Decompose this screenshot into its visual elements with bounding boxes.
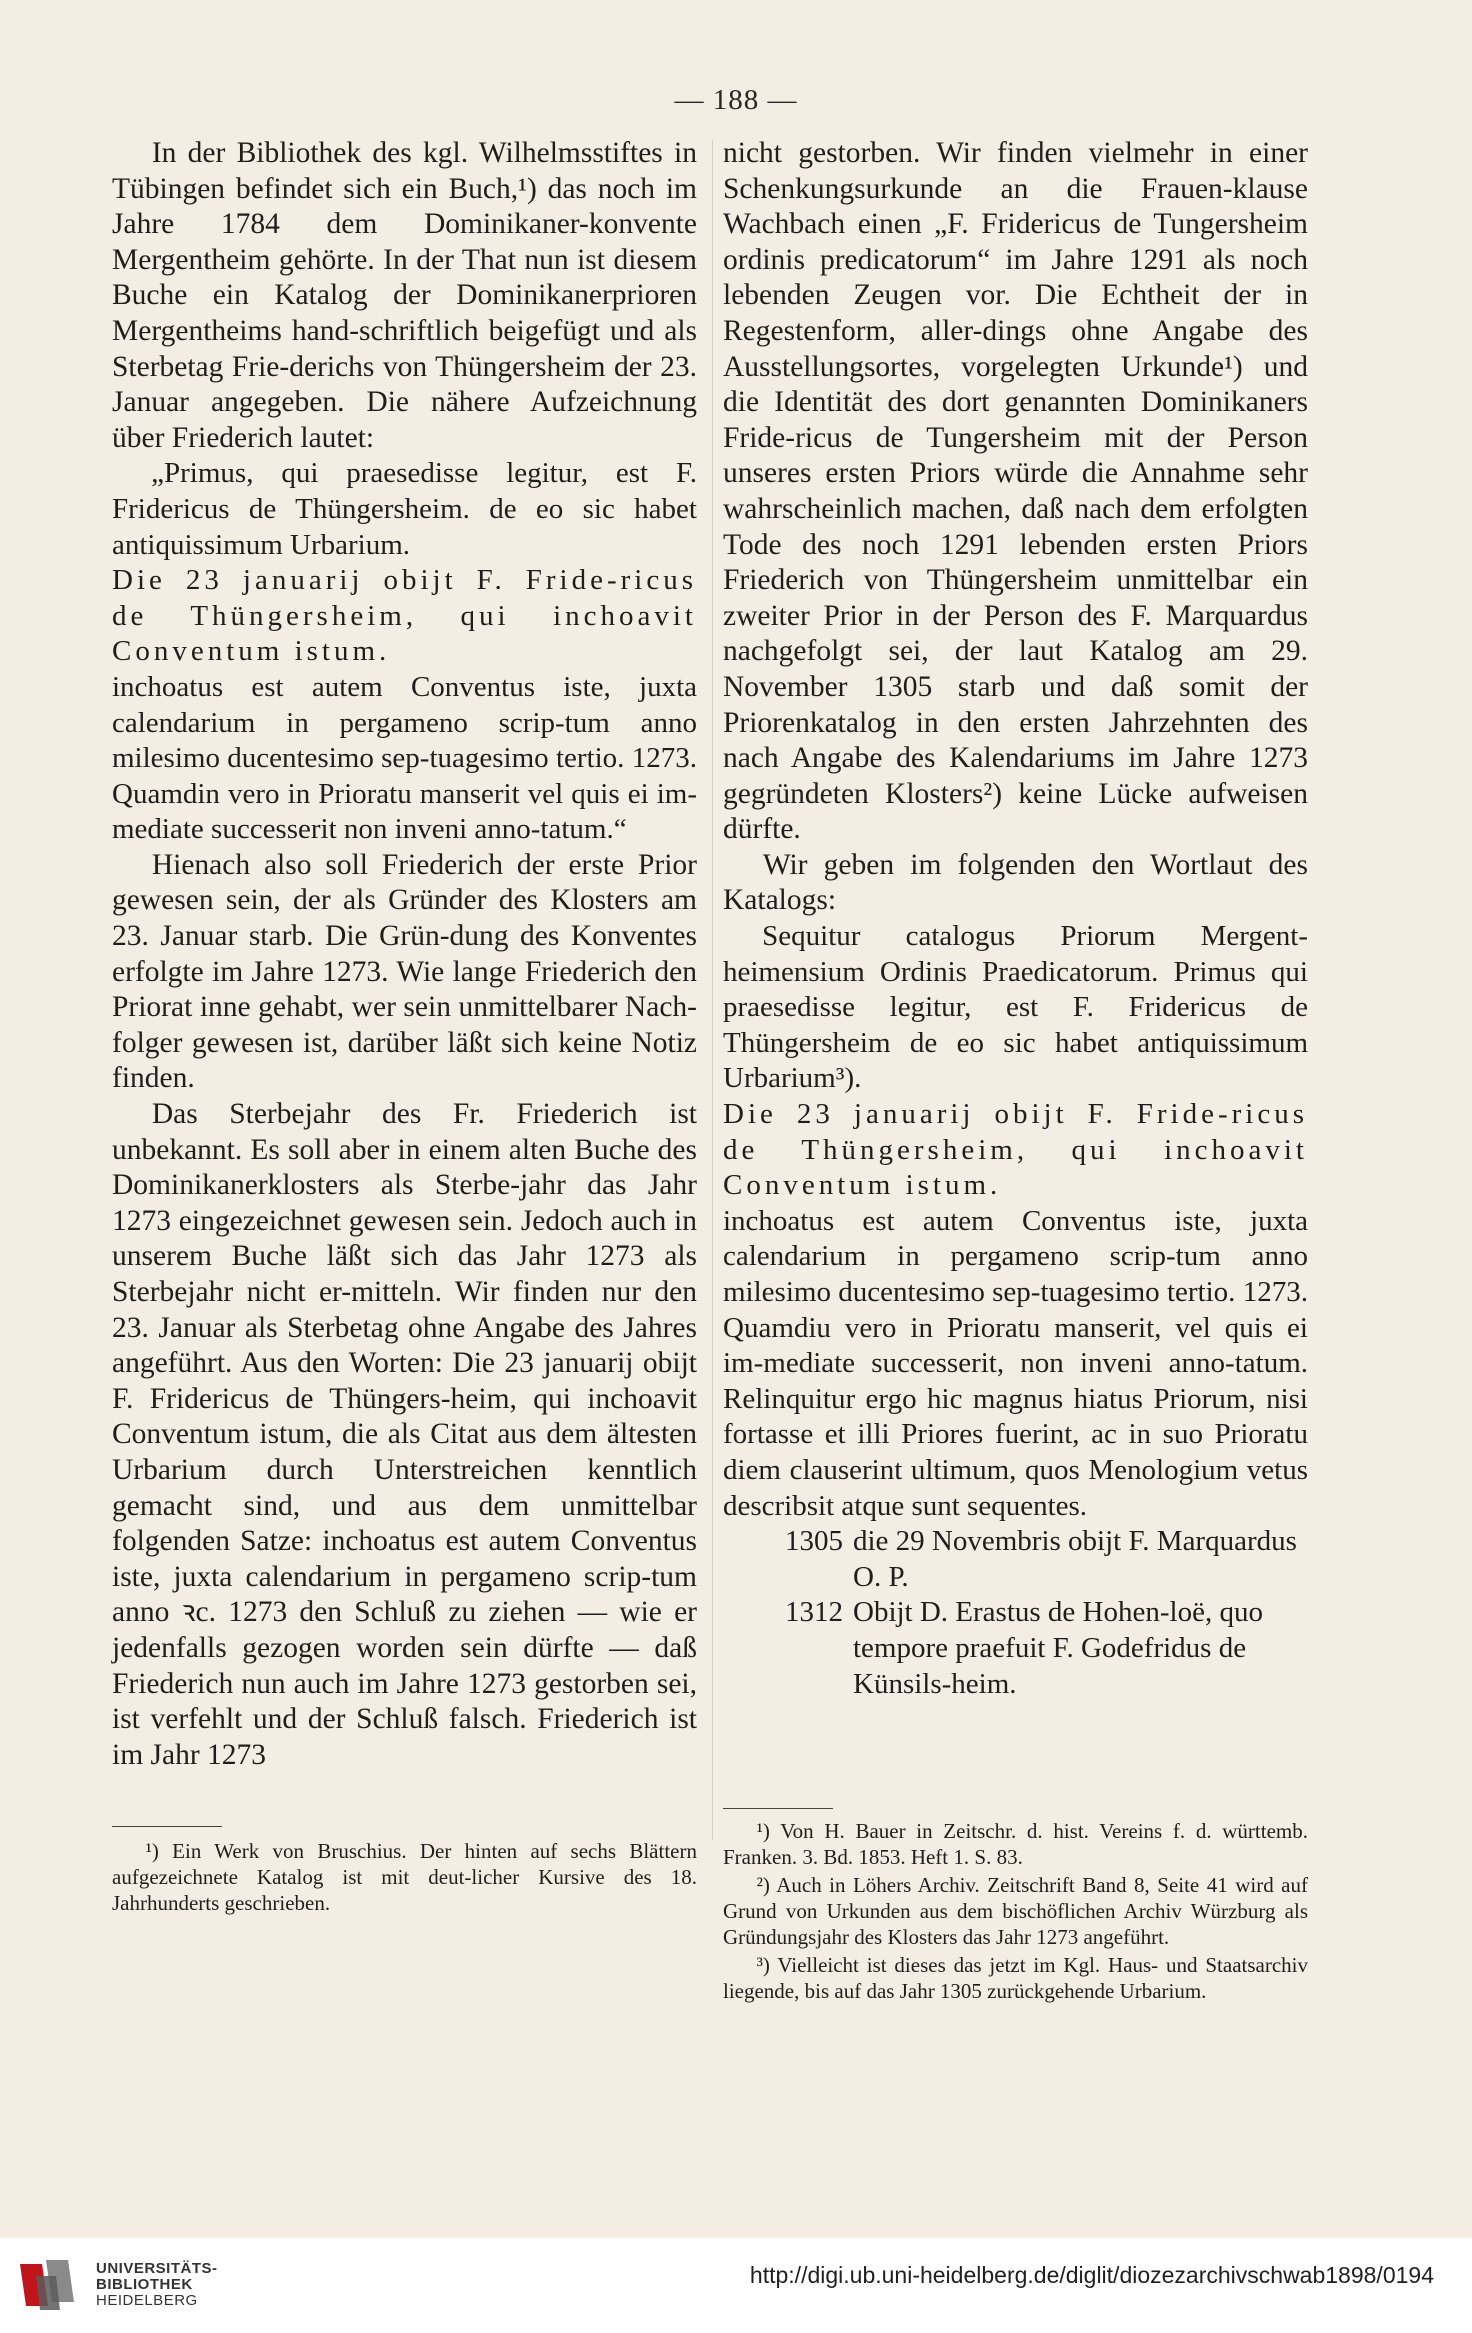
latin-quote-spaced: Die 23 januarij obijt F. Fride-ricus de Thüngersheim, qui inchoavit Conventum istum. — [112, 564, 697, 668]
right-column — [723, 136, 1308, 1702]
library-logo-icon — [16, 2256, 80, 2314]
entry-year: 1305 — [785, 1525, 843, 1558]
entry-text: Obijt D. Erastus de Hohen-loë, quo tempore praefuit F. Godefridus de Künsils-heim. — [853, 1596, 1263, 1700]
page-number: — 188 — — [674, 84, 798, 116]
latin-quote: Sequitur catalogus Priorum Mergent-heimensium Ordinis Praedicatorum. Primus qui praesedisse legitur, est F. Fridericus de Thüngersheim de eo sic habet antiquissimum Urbarium³). — [723, 920, 1308, 1095]
footnote-rule — [112, 1826, 222, 1827]
library-logo[interactable] — [16, 2256, 218, 2314]
footnotes-right — [723, 1818, 1308, 2006]
library-logo-text — [96, 2261, 218, 2309]
logo-line: UNIVERSITÄTS- — [96, 2260, 218, 2277]
entry-year: 1312 — [785, 1596, 843, 1629]
latin-quote: „Primus, qui praesedisse legitur, est F. Fridericus de Thüngersheim. de eo sic habet antiquissimum Urbarium. — [112, 457, 697, 561]
footnotes-left — [112, 1838, 697, 1918]
catalog-entry — [723, 1524, 1308, 1595]
footnote: ²) Auch in Löhers Archiv. Zeitschrift Band 8, Seite 41 wird auf Grund von Urkunden aus dem bischöflichen Archiv Würzburg als Gründungsjahr des Klosters das Jahr 1273 angeführt. — [723, 1873, 1308, 1949]
paragraph: Wir geben im folgenden den Wortlaut des Katalogs: — [723, 848, 1308, 917]
catalog-entry — [723, 1595, 1308, 1702]
source-url[interactable]: http://digi.ub.uni-heidelberg.de/diglit/diozezarchivschwab1898/0194 — [749, 2262, 1434, 2288]
paragraph: In der Bibliothek des kgl. Wilhelmsstiftes in Tübingen befindet sich ein Buch,¹) das noch im Jahre 1784 dem Dominikaner-konvente Mergentheim gehörte. In der That nun ist diesem Buche ein Katalog der Dominikanerprioren Mergentheims hand-schriftlich beigefügt und als Sterbetag Frie-derichs von Thüngersheim der 23. Januar angegeben. Die nähere Aufzeichnung über Friederich lautet: — [112, 137, 697, 454]
entry-text: die 29 Novembris obijt F. Marquardus O. P. — [853, 1525, 1297, 1593]
latin-quote-spaced: Die 23 januarij obijt F. Fride-ricus de Thüngersheim, qui inchoavit Conventum istum. — [723, 1098, 1308, 1202]
latin-quote: inchoatus est autem Conventus iste, juxta calendarium in pergameno scrip-tum anno milesimo ducentesimo sep-tuagesimo tertio. 1273. Quamdin vero in Prioratu manserit vel quis ei im-mediate successerit non inveni anno-tatum.“ — [112, 670, 697, 846]
left-column — [112, 136, 697, 1773]
paragraph: Hienach also soll Friederich der erste Prior gewesen sein, der als Gründer des Klosters am 23. Januar starb. Die Grün-dung des Konventes erfolgte im Jahre 1273. Wie lange Friederich den Priorat inne gehabt, wer sein unmittelbarer Nach-folger gewesen ist, darüber läßt sich keine Notiz finden. — [112, 848, 697, 1095]
footnote: ¹) Von H. Bauer in Zeitschr. d. hist. Vereins f. d. württemb. Franken. 3. Bd. 1853. Heft 1. S. 83. — [723, 1819, 1308, 1869]
footnote: ³) Vielleicht ist dieses das jetzt im Kgl. Haus- und Staatsarchiv liegende, bis auf das Jahr 1305 zurückgehende Urbarium. — [723, 1953, 1308, 2003]
logo-line: HEIDELBERG — [96, 2292, 198, 2309]
paragraph: Das Sterbejahr des Fr. Friederich ist unbekannt. Es soll aber in einem alten Buche des Dominikanerklosters als Sterbe-jahr das Jahr 1273 eingezeichnet gewesen sein. Jedoch auch in unserem Buche läßt sich das Jahr 1273 als Sterbejahr nicht er-mitteln. Wir finden nur den 23. Januar als Sterbetag ohne Angabe des Jahres angeführt. Aus den Worten: Die 23 januarij obijt F. Fridericus de Thüngers-heim, qui inchoavit Conventum istum, die als Citat aus dem ältesten Urbarium durch Unterstreichen kenntlich gemacht sind, und aus dem unmittelbar folgenden Satze: inchoatus est autem Conventus iste, juxta calendarium in pergameno scrip-tum anno ꝛc. 1273 den Schluß zu ziehen — wie er jedenfalls gezogen worden sein dürfte — daß Friederich nun auch im Jahre 1273 gestorben sei, ist verfehlt und der Schluß falsch. Friederich ist im Jahr 1273 — [112, 1098, 697, 1771]
footnote-rule — [723, 1808, 833, 1809]
latin-quote: inchoatus est autem Conventus iste, juxta calendarium in pergameno scrip-tum anno milesimo ducentesimo sep-tuagesimo tertio. 1273. Quamdiu vero in Prioratu manserit, vel quis ei im-mediate successerit, non inveni anno-tatum. Relinquitur ergo hic magnus hiatus Priorum, nisi fortasse et illi Priores fuerint, ac in suo Prioratu diem clauserint ultimum, quos Menologium vetus describsit atque sunt sequentes. — [723, 1204, 1308, 1522]
logo-line: BIBLIOTHEK — [96, 2276, 193, 2293]
column-divider — [712, 140, 713, 1840]
footer-bar — [0, 2238, 1472, 2333]
paragraph: nicht gestorben. Wir finden vielmehr in einer Schenkungsurkunde an die Frauen-klause Wachbach einen „F. Fridericus de Tungersheim ordinis predicatorum“ im Jahre 1291 als noch lebenden Zeugen vor. Die Echtheit der in Regestenform, aller-dings ohne Angabe des Ausstellungsortes, vorgelegten Urkunde¹) und die Identität des dort genannten Dominikaners Fride-ricus de Tungersheim mit der Person unseres ersten Priors würde die Annahme sehr wahrscheinlich machen, daß nach dem erfolgten Tode des noch 1291 lebenden ersten Priors Friederich von Thüngersheim unmittelbar ein zweiter Prior in der Person des F. Marquardus nachgefolgt sei, der laut Katalog am 29. November 1305 starb und daß somit der Priorenkatalog in den ersten Jahrzehnten des nach Angabe des Kalendariums im Jahre 1273 gegründeten Klosters²) keine Lücke aufweisen dürfte. — [723, 137, 1308, 846]
footnote: ¹) Ein Werk von Bruschius. Der hinten auf sechs Blättern aufgezeichnete Katalog ist mit deut-licher Kursive des 18. Jahrhunderts geschrieben. — [112, 1839, 697, 1915]
